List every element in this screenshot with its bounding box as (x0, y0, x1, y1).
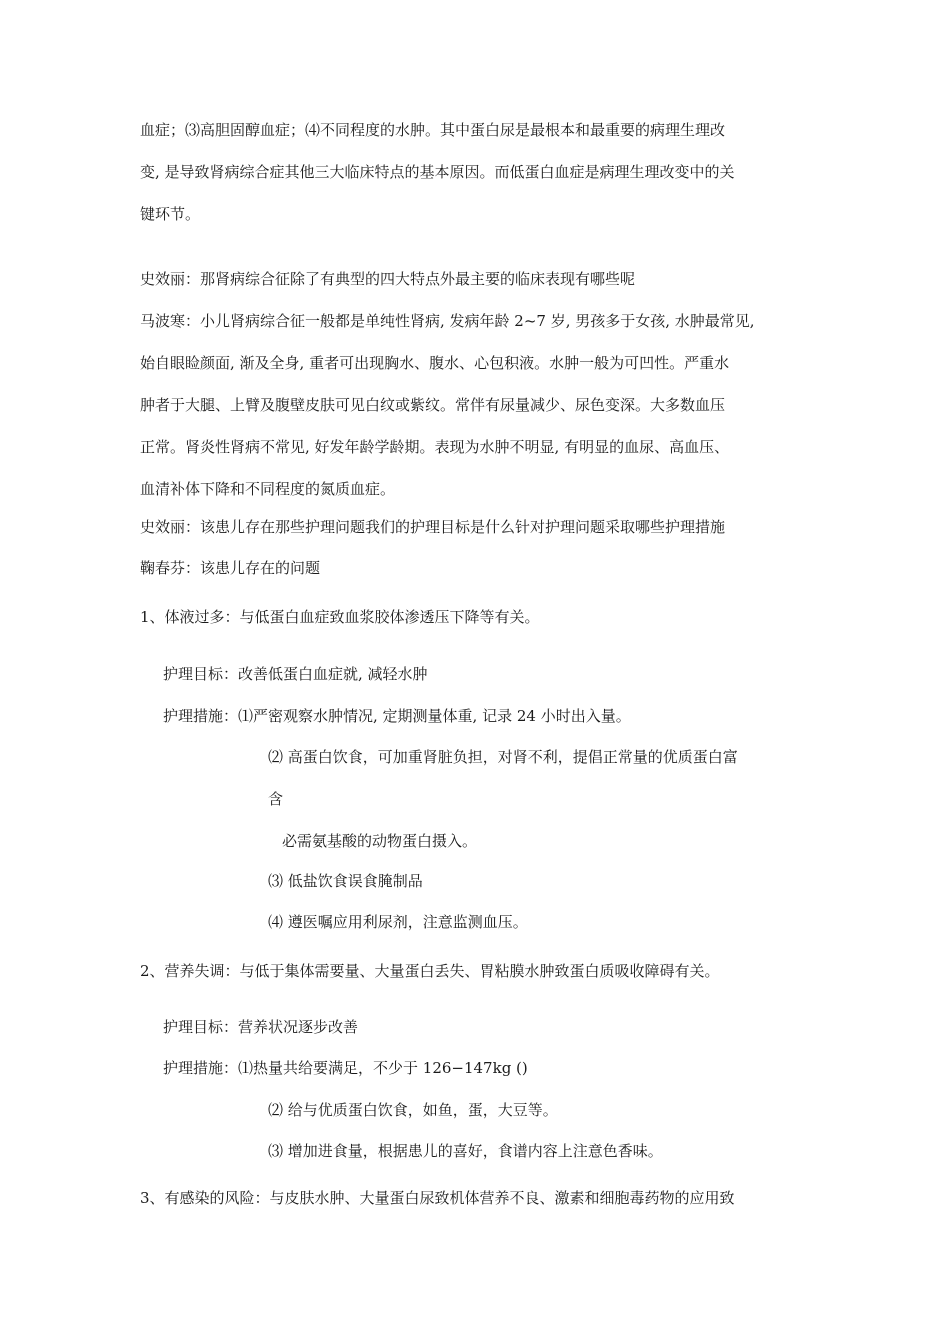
answer-2: 鞠春芬：该患儿存在的问题 (140, 559, 321, 577)
problem-1-measure-2-line-3: 必需氨基酸的动物蛋白摄入。 (282, 832, 478, 850)
answer-1-line-5: 血清补体下降和不同程度的氮质血症。 (140, 480, 396, 498)
problem-1-measure-3: ⑶ 低盐饮食误食腌制品 (268, 872, 423, 890)
answer-1-line-2: 始自眼睑颜面, 渐及全身, 重者可出现胸水、腹水、心包积液。水肿一般为可凹性。严重水 (140, 354, 730, 372)
question-1: 史效丽：那肾病综合征除了有典型的四大特点外最主要的临床表现有哪些呢 (140, 270, 636, 288)
problem-3-title: 3、有感染的风险：与皮肤水肿、大量蛋白尿致机体营养不良、激素和细胞毒药物的应用致 (140, 1189, 735, 1207)
problem-2-measure-3: ⑶ 增加进食量，根据患儿的喜好，食谱内容上注意色香味。 (268, 1142, 663, 1160)
problem-1-title: 1、体液过多：与低蛋白血症致血浆胶体渗透压下降等有关。 (140, 608, 540, 626)
problem-1-measure-1: 护理措施：⑴严密观察水肿情况, 定期测量体重, 记录 24 小时出入量。 (163, 707, 631, 725)
question-2: 史效丽：该患儿存在那些护理问题我们的护理目标是什么针对护理问题采取哪些护理措施 (140, 518, 726, 536)
problem-2-goal: 护理目标：营养状况逐步改善 (163, 1018, 359, 1036)
answer-1-line-3: 肿者于大腿、上臂及腹壁皮肤可见白纹或紫纹。常伴有尿量减少、尿色变深。大多数血压 (140, 396, 726, 414)
problem-2-measure-1: 护理措施：⑴热量共给要满足，不少于 126−147kg () (163, 1059, 528, 1077)
intro-line-3: 键环节。 (140, 205, 201, 223)
problem-1-measure-4: ⑷ 遵医嘱应用利尿剂，注意监测血压。 (268, 913, 528, 931)
intro-line-2: 变, 是导致肾病综合症其他三大临床特点的基本原因。而低蛋白血症是病理生理改变中的关 (140, 163, 735, 181)
problem-1-measure-2-line-2: 含 (268, 790, 284, 808)
problem-1-measure-2-line-1: ⑵ 高蛋白饮食，可加重肾脏负担，对肾不利，提倡正常量的优质蛋白富 (268, 748, 738, 766)
answer-1-line-1: 马波寒：小儿肾病综合征一般都是单纯性肾病, 发病年龄 2~7 岁, 男孩多于女孩, 水肿最常见, (140, 312, 755, 330)
intro-line-1: 血症；⑶高胆固醇血症；⑷不同程度的水肿。其中蛋白尿是最根本和最重要的病理生理改 (140, 121, 726, 139)
problem-1-goal: 护理目标：改善低蛋白血症就, 减轻水肿 (163, 665, 428, 683)
problem-2-title: 2、营养失调：与低于集体需要量、大量蛋白丢失、胃粘膜水肿致蛋白质吸收障碍有关。 (140, 962, 720, 980)
problem-2-measure-2: ⑵ 给与优质蛋白饮食，如鱼，蛋，大豆等。 (268, 1101, 558, 1119)
answer-1-line-4: 正常。肾炎性肾病不常见, 好发年龄学龄期。表现为水肿不明显, 有明显的血尿、高血压、 (140, 438, 730, 456)
